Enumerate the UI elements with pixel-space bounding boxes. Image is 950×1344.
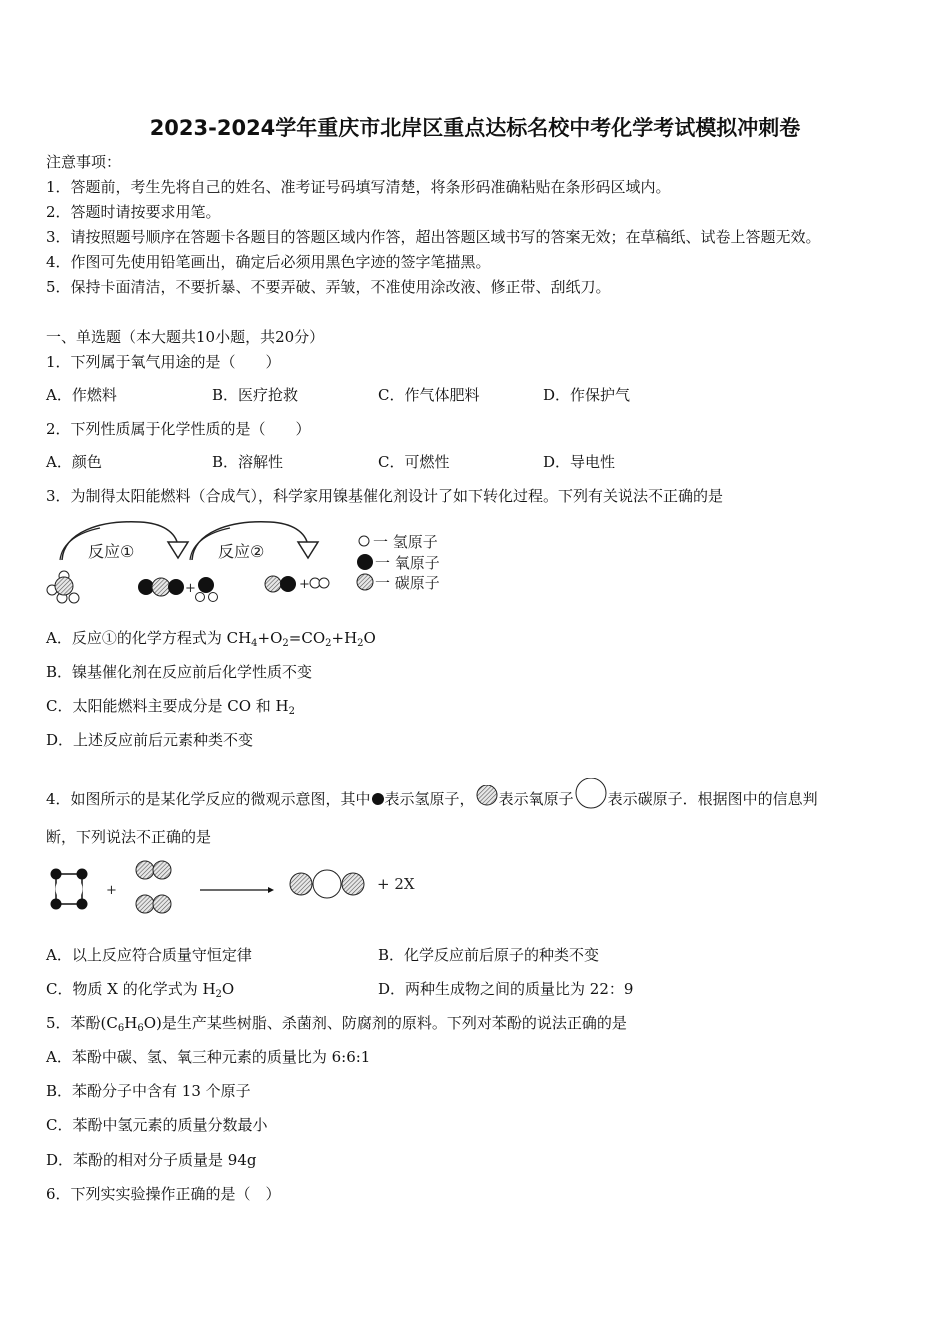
q2-option-a: A．颜色 [46,453,102,471]
q4-option-d: D．两种生成物之间的质量比为 22：9 [378,980,634,998]
methane-molecule [51,869,88,910]
q5-option-a: A．苯酚中碳、氢、氧三种元素的质量比为 6:6:1 [46,1048,371,1066]
q5-option-d: D．苯酚的相对分子质量是 94g [46,1151,257,1169]
hydrogen-atom-icon [359,536,369,546]
question-4-stem-cont: 断，下列说法不正确的是 [46,828,212,846]
q3-reaction-diagram [40,512,450,612]
notice-item: 2．答题时请按要求用笔。 [46,203,221,221]
q3-option-c: C．太阳能燃料主要成分是 CO 和 $H_2$ [46,697,296,717]
arrow-icon [298,542,318,558]
question-5-stem: 5．苯酚$(C_6H_6O)$是生产某些树脂、杀菌剂、防腐剂的原料。下列对苯酚的说法正确的是 [46,1014,627,1034]
reaction-1-label: 反应① [88,542,135,561]
oxygen-atom-icon [357,554,373,570]
plus-sign: + [299,577,310,592]
notice-item: 3．请按照题号顺序在答题卡各题目的答题区域内作答，超出答题区域书写的答案无效；在草稿纸、试卷上答题无效。 [46,228,821,246]
q2-option-b: B．溶解性 [212,453,284,471]
arrow-icon [168,542,188,558]
hydrogen-atom-icon [371,792,385,806]
methane-molecule [47,571,79,603]
q2-option-c: C．可燃性 [378,453,450,471]
oxygen-molecule [136,895,171,913]
legend-oxygen: 一 氧原子 [375,554,440,572]
carbon-dioxide-molecule [138,578,184,596]
q1-option-a: A．作燃料 [46,386,117,404]
oxygen-atom-icon [475,785,499,807]
q5-option-c: C．苯酚中氢元素的质量分数最小 [46,1116,268,1134]
section-heading: 一、单选题（本大题共10小题，共20分） [46,328,325,346]
q1-option-b: B．医疗抢救 [212,386,299,404]
carbon-dioxide-molecule [290,870,364,898]
carbon-atom-icon [574,778,608,812]
legend-hydrogen: 一 氢原子 [373,533,438,551]
carbon-monoxide-molecule [265,576,296,592]
oxygen-molecule [136,861,171,879]
question-2-stem: 2．下列性质属于化学性质的是（ ） [46,420,311,438]
plus-sign: + [185,581,196,596]
q3-option-b: B．镍基催化剂在反应前后化学性质不变 [46,663,313,681]
page-title: 2023-2024学年重庆市北岸区重点达标名校中考化学考试模拟冲刺卷 [149,116,801,140]
q1-option-d: D．作保护气 [543,386,631,404]
legend-carbon: 一 碳原子 [375,574,440,592]
question-1-stem: 1．下列属于氧气用途的是（ ） [46,353,281,371]
q4-reaction-diagram [44,858,444,918]
q3-option-a: A．反应①的化学方程式为 $CH_4+O_2=CO_2+H_2O$ [46,629,376,649]
water-molecule [196,577,218,602]
q1-option-c: C．作气体肥料 [378,386,480,404]
q4-option-a: A．以上反应符合质量守恒定律 [46,946,252,964]
q4-option-b: B．化学反应前后原子的种类不变 [378,946,600,964]
reaction-2-label: 反应② [218,542,265,561]
q4-option-c: C．物质 X 的化学式为 $H_2O$ [46,980,235,1000]
q2-option-d: D．导电性 [543,453,616,471]
notice-heading: 注意事项： [46,153,122,171]
carbon-atom-icon [357,574,373,590]
notice-item: 4．作图可先使用铅笔画出，确定后必须用黑色字迹的签字笔描黑。 [46,253,491,271]
q5-option-b: B．苯酚分子中含有 13 个原子 [46,1082,251,1100]
hydrogen-molecule [310,578,329,588]
question-6-stem: 6．下列实实验操作正确的是（ ） [46,1185,281,1203]
plus-sign: + [106,883,117,898]
notice-item: 1．答题前，考生先将自己的姓名、准考证号码填写清楚，将条形码准确粘贴在条形码区域内。 [46,178,671,196]
notice-item: 5．保持卡面清洁，不要折暴、不要弄破、弄皱，不准使用涂改液、修正带、刮纸刀。 [46,278,611,296]
question-4-stem: 4．如图所示的是某化学反应的微观示意图，其中 表示氢原子， 表示氧原子 表示碳原子．根据图中的信息判 [46,778,818,812]
product-x: + 2X [377,875,415,893]
q3-option-d: D．上述反应前后元素种类不变 [46,731,254,749]
question-3-stem: 3．为制得太阳能燃料（合成气），科学家用镍基催化剂设计了如下转化过程。下列有关说法不正确的是 [46,487,724,505]
